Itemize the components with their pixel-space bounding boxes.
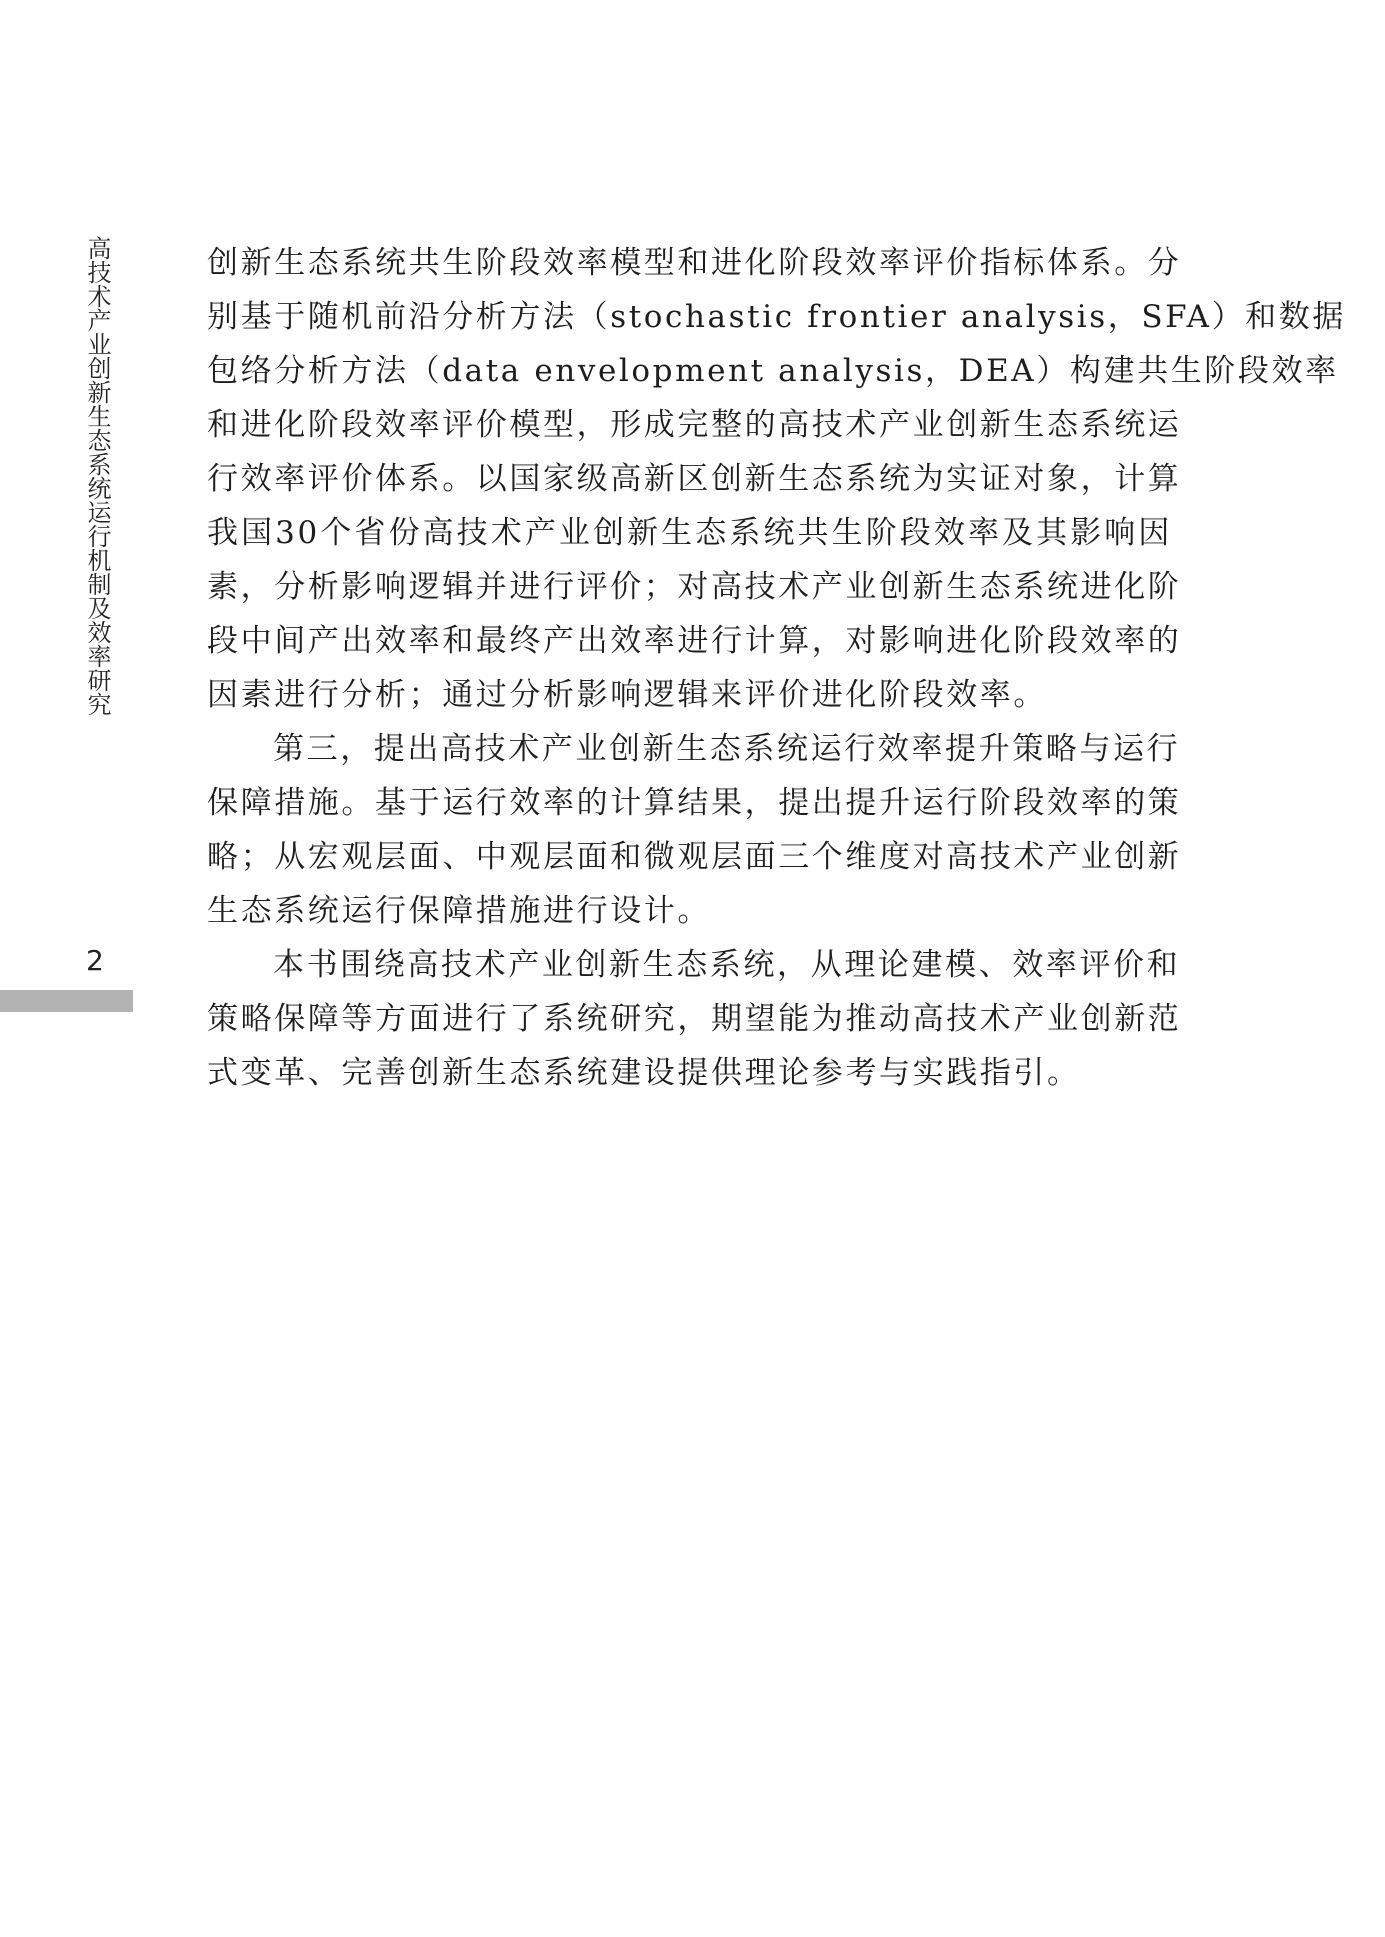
text-line: 素，分析影响逻辑并进行评价；对高技术产业创新生态系统进化阶 — [207, 569, 1182, 605]
paragraph-2 — [207, 722, 1182, 938]
paragraph-3 — [207, 938, 1182, 1100]
body-text — [207, 236, 1346, 1100]
text-line: 行效率评价体系。以国家级高新区创新生态系统为实证对象，计算 — [207, 461, 1182, 497]
text-line: 别基于随机前沿分析方法（stochastic frontier analysis，SFA）和数据 — [207, 299, 1346, 335]
text-line: 段中间产出效率和最终产出效率进行计算，对影响进化阶段效率的 — [207, 623, 1182, 659]
text-line: 略；从宏观层面、中观层面和微观层面三个维度对高技术产业创新 — [207, 839, 1182, 875]
text-line: 保障措施。基于运行效率的计算结果，提出提升运行阶段效率的策 — [207, 785, 1182, 821]
page-number: 2 — [86, 944, 104, 977]
text-line: 本书围绕高技术产业创新生态系统，从理论建模、效率评价和 — [273, 947, 1181, 983]
text-line: 和进化阶段效率评价模型，形成完整的高技术产业创新生态系统运 — [207, 407, 1182, 443]
text-line: 因素进行分析；通过分析影响逻辑来评价进化阶段效率。 — [207, 677, 1047, 713]
text-line: 创新生态系统共生阶段效率模型和进化阶段效率评价指标体系。分 — [207, 245, 1182, 281]
running-title: 高技术产业创新生态系统运行机制及效率研究 — [83, 236, 111, 716]
text-line: 式变革、完善创新生态系统建设提供理论参考与实践指引。 — [207, 1055, 1081, 1091]
text-line: 第三，提出高技术产业创新生态系统运行效率提升策略与运行 — [273, 731, 1181, 767]
text-line: 我国30个省份高技术产业创新生态系统共生阶段效率及其影响因 — [207, 515, 1172, 551]
text-line: 包络分析方法（data envelopment analysis，DEA）构建共生阶段效率 — [207, 353, 1339, 389]
text-line: 生态系统运行保障措施进行设计。 — [207, 893, 711, 929]
paragraph-1 — [207, 236, 1346, 722]
text-line: 策略保障等方面进行了系统研究，期望能为推动高技术产业创新范 — [207, 1001, 1182, 1037]
page-number-bar — [0, 990, 133, 1012]
